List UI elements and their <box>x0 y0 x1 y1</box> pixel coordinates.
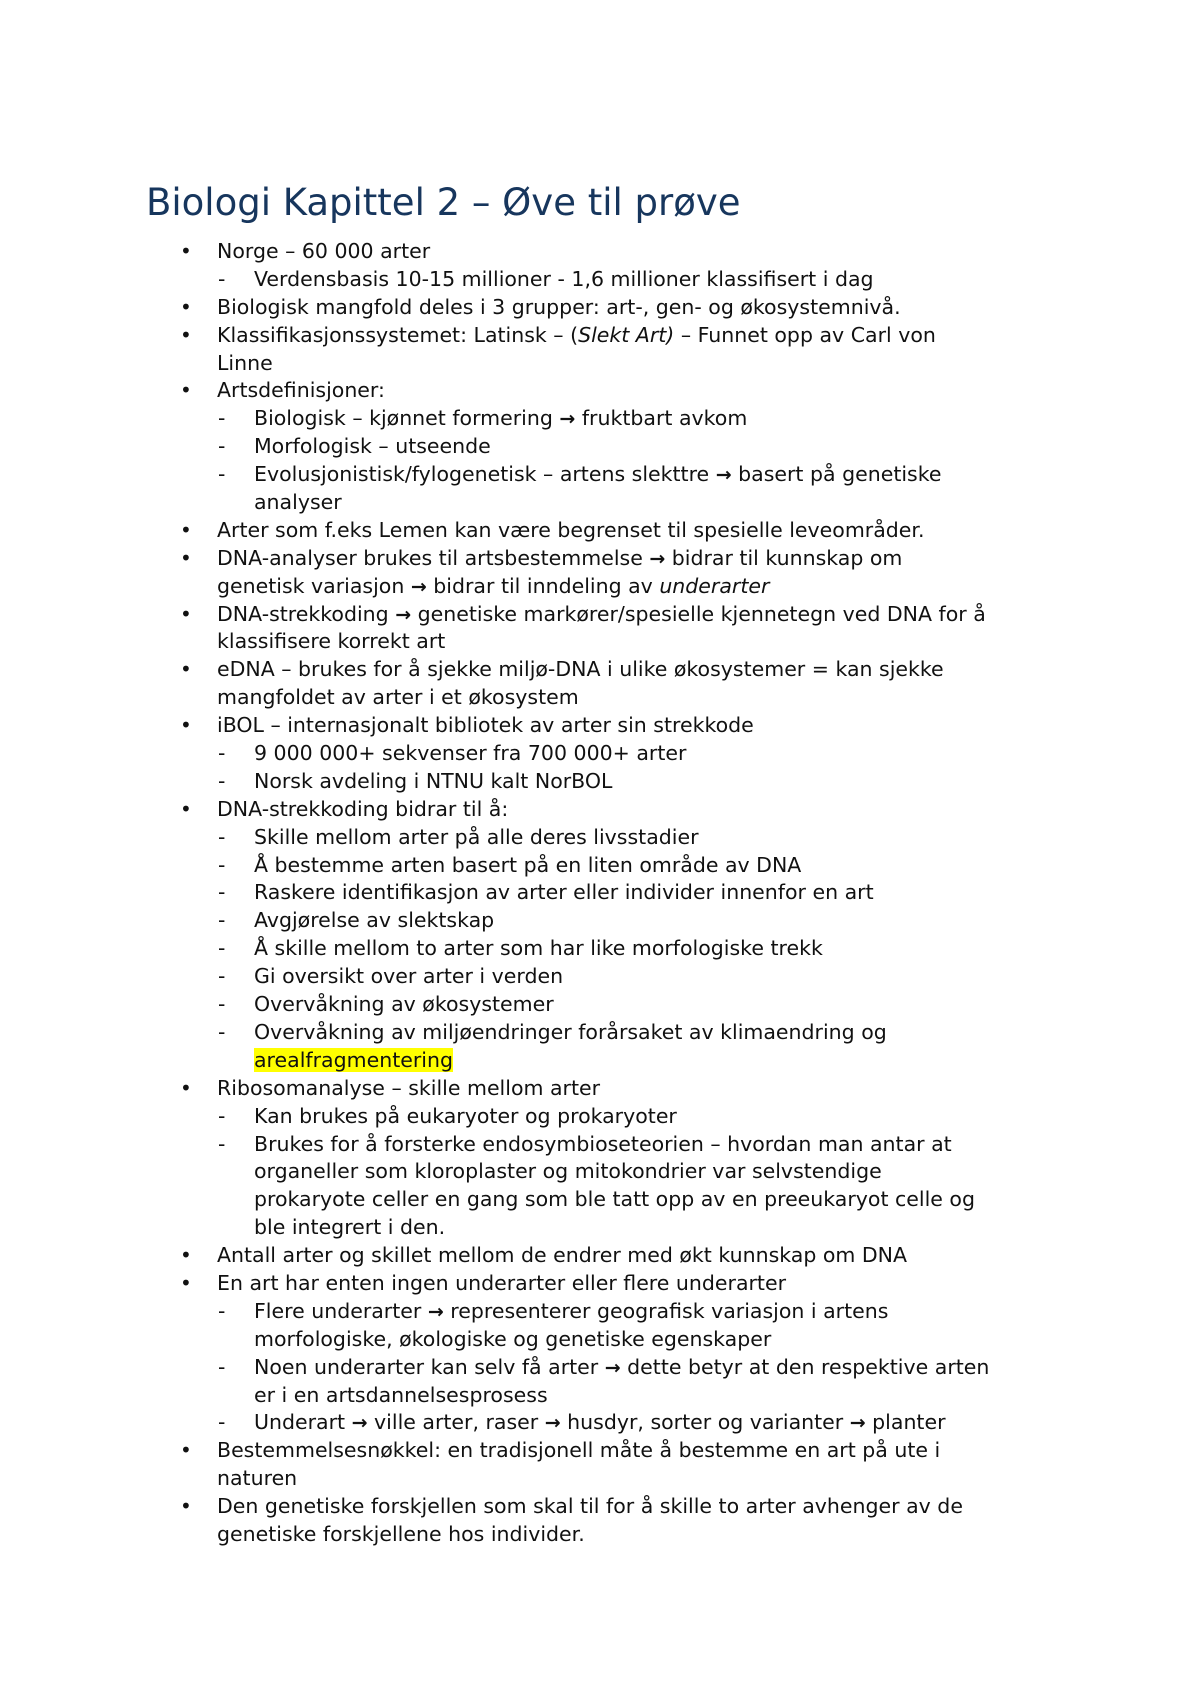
text-segment: bidrar til kunnskap om <box>665 545 903 570</box>
dash-marker: - <box>218 434 226 459</box>
dash-marker: - <box>218 1131 226 1156</box>
continuation-line <box>0 684 1200 712</box>
text-segment: Biologisk mangfold deles i 3 grupper: art-, gen- og økosystemnivå. <box>217 294 901 319</box>
text-segment: fruktbart avkom <box>575 406 748 431</box>
text-segment: 9 000 000+ sekvenser fra 700 000+ arter <box>254 741 687 766</box>
text-segment: organeller som kloroplaster og mitokondrier var selvstendige <box>254 1159 882 1184</box>
arrow-right-icon: → <box>427 1300 444 1323</box>
item-text <box>254 1354 989 1383</box>
item-text <box>217 1437 940 1465</box>
item-text <box>217 322 936 350</box>
bullet-marker: • <box>180 378 192 403</box>
item-text <box>254 879 874 907</box>
text-segment: eDNA – brukes for å sjekke miljø-DNA i ulike økosystemer = kan sjekke <box>217 657 944 682</box>
dash-marker: - <box>218 880 226 905</box>
item-text <box>254 907 494 935</box>
arrow-right-icon: → <box>715 464 732 487</box>
bullet-item <box>0 1493 1200 1521</box>
item-text <box>217 294 901 322</box>
dash-marker: - <box>218 1298 226 1323</box>
text-segment: DNA-strekkoding bidrar til å: <box>217 796 509 821</box>
text-segment: Gi oversikt over arter i verden <box>254 964 564 989</box>
item-text <box>254 1047 453 1075</box>
bullet-item <box>0 238 1200 266</box>
text-segment: DNA-strekkoding <box>217 601 396 626</box>
bullet-item <box>0 712 1200 740</box>
text-segment: Arter som f.eks Lemen kan være begrenset til spesielle leveområder. <box>217 517 925 542</box>
continuation-line <box>0 573 1200 601</box>
bullet-marker: • <box>180 517 192 542</box>
text-segment: Norge – 60 000 arter <box>217 239 431 263</box>
sub-item <box>0 1298 1200 1326</box>
item-text <box>217 1075 600 1103</box>
continuation-line <box>0 1186 1200 1214</box>
text-segment: Å skille mellom to arter som har like morfologiske trekk <box>254 936 823 961</box>
page-title: Biologi Kapittel 2 – Øve til prøve <box>146 181 741 224</box>
bullet-marker: • <box>180 601 192 626</box>
continuation-line <box>0 1214 1200 1242</box>
bullet-marker: • <box>180 1438 192 1463</box>
item-text <box>217 1270 786 1298</box>
item-text <box>254 489 342 517</box>
sub-item <box>0 907 1200 935</box>
item-text <box>254 1409 946 1438</box>
dash-marker: - <box>218 1354 226 1379</box>
item-text <box>254 1019 887 1047</box>
text-segment: bidrar til inndeling av <box>426 573 660 598</box>
dash-marker: - <box>218 852 226 877</box>
bullet-item <box>0 1437 1200 1465</box>
bullet-item <box>0 1075 1200 1103</box>
text-segment: Kan brukes på eukaryoter og prokaryoter <box>254 1103 677 1128</box>
item-text <box>254 852 801 880</box>
sub-item <box>0 1103 1200 1131</box>
dash-marker: - <box>218 462 226 487</box>
sub-item <box>0 768 1200 796</box>
bullet-marker: • <box>180 657 192 682</box>
dash-marker: - <box>218 908 226 933</box>
arrow-right-icon: → <box>410 575 427 598</box>
item-text <box>254 1158 882 1186</box>
bullet-marker: • <box>180 713 192 738</box>
item-text <box>217 712 754 740</box>
sub-item <box>0 879 1200 907</box>
continuation-line <box>0 1465 1200 1493</box>
continuation-line <box>0 1158 1200 1186</box>
dash-marker: - <box>218 824 226 849</box>
dash-marker: - <box>218 741 226 766</box>
item-text <box>254 824 699 852</box>
item-text <box>254 433 491 461</box>
bullet-marker: • <box>180 796 192 821</box>
bullet-item <box>0 1270 1200 1298</box>
sub-item <box>0 963 1200 991</box>
bullet-marker: • <box>180 239 192 263</box>
text-segment: Underart <box>254 1410 352 1435</box>
italic-text: Slekt Art) <box>578 322 675 347</box>
text-segment: er i en artsdannelsesprosess <box>254 1382 548 1407</box>
text-segment: Antall arter og skillet mellom de endrer med økt kunnskap om DNA <box>217 1243 908 1268</box>
item-text <box>217 517 924 545</box>
item-text <box>254 1103 677 1131</box>
text-segment: husdyr, sorter og varianter <box>560 1410 850 1435</box>
dash-marker: - <box>218 768 226 793</box>
bullet-item <box>0 545 1200 573</box>
text-segment: Overvåkning av miljøendringer forårsaket av klimaendring og <box>254 1019 887 1044</box>
item-text <box>217 656 944 684</box>
item-text <box>217 1521 585 1549</box>
bullet-item <box>0 601 1200 629</box>
sub-item <box>0 1409 1200 1437</box>
continuation-line <box>0 1047 1200 1075</box>
text-segment: ville arter, raser <box>367 1410 545 1435</box>
sub-item <box>0 461 1200 489</box>
text-segment: naturen <box>217 1466 298 1491</box>
arrow-right-icon: → <box>395 603 412 626</box>
dash-marker: - <box>218 1410 226 1435</box>
sub-item <box>0 824 1200 852</box>
sub-item <box>0 852 1200 880</box>
text-segment: En art har enten ingen underarter eller flere underarter <box>217 1270 787 1295</box>
arrow-right-icon: → <box>849 1412 866 1435</box>
dash-marker: - <box>218 1103 226 1128</box>
bullet-item <box>0 294 1200 322</box>
dash-marker: - <box>218 406 226 431</box>
dash-marker: - <box>218 1019 226 1044</box>
continuation-line <box>0 628 1200 656</box>
text-segment: klassifisere korrekt art <box>217 629 446 654</box>
text-segment: planter <box>865 1410 946 1435</box>
sub-item <box>0 1354 1200 1382</box>
text-segment: Evolusjonistisk/fylogenetisk – artens slekttre <box>254 462 716 487</box>
sub-item <box>0 935 1200 963</box>
item-text <box>254 1186 975 1214</box>
continuation-line <box>0 1326 1200 1354</box>
text-segment: ble integrert i den. <box>254 1215 446 1240</box>
sub-item <box>0 266 1200 294</box>
bullet-marker: • <box>180 1075 192 1100</box>
item-text <box>217 238 430 266</box>
item-text <box>217 350 273 378</box>
text-segment: mangfoldet av arter i et økosystem <box>217 685 579 710</box>
bullet-marker: • <box>180 1270 192 1295</box>
text-segment: Overvåkning av økosystemer <box>254 992 554 1017</box>
text-segment: basert på genetiske <box>731 462 942 487</box>
item-text <box>254 935 823 963</box>
dash-marker: - <box>218 992 226 1017</box>
text-segment: analyser <box>254 490 342 515</box>
text-segment: Klassifikasjonssystemet: Latinsk – ( <box>217 322 579 347</box>
sub-item <box>0 405 1200 433</box>
item-text <box>254 461 941 490</box>
text-segment: Brukes for å forsterke endosymbioseteorien – hvordan man antar at <box>254 1131 952 1156</box>
notes-list <box>0 238 1200 1549</box>
text-segment: morfologiske, økologiske og genetiske egenskaper <box>254 1326 772 1351</box>
text-segment: Ribosomanalyse – skille mellom arter <box>217 1075 601 1100</box>
bullet-item <box>0 517 1200 545</box>
sub-item <box>0 433 1200 461</box>
text-segment: Avgjørelse av slektskap <box>254 908 495 933</box>
arrow-right-icon: → <box>351 1412 368 1435</box>
item-text <box>254 768 612 796</box>
text-segment: Artsdefinisjoner: <box>217 378 385 403</box>
text-segment: Linne <box>217 350 273 375</box>
italic-text: underarter <box>659 573 770 598</box>
text-segment: dette betyr at den respektive arten <box>620 1354 990 1379</box>
text-segment: genetiske markører/spesielle kjennetegn ved DNA for å <box>411 601 986 626</box>
item-text <box>217 377 385 405</box>
bullet-item <box>0 796 1200 824</box>
item-text <box>254 1326 771 1354</box>
text-segment: genetiske forskjellene hos individer. <box>217 1521 585 1546</box>
sub-item <box>0 1019 1200 1047</box>
text-segment: iBOL – internasjonalt bibliotek av arter sin strekkode <box>217 713 754 738</box>
item-text <box>217 796 508 824</box>
sub-item <box>0 991 1200 1019</box>
item-text <box>217 573 769 602</box>
continuation-line <box>0 489 1200 517</box>
text-segment: representerer geografisk variasjon i artens <box>443 1298 889 1323</box>
bullet-item <box>0 656 1200 684</box>
dash-marker: - <box>218 964 226 989</box>
bullet-item <box>0 377 1200 405</box>
text-segment: Noen underarter kan selv få arter <box>254 1354 605 1379</box>
bullet-marker: • <box>180 1243 192 1268</box>
item-text <box>217 1493 963 1521</box>
item-text <box>254 1214 445 1242</box>
text-segment: genetisk variasjon <box>217 573 411 598</box>
text-segment: Bestemmelsesnøkkel: en tradisjonell måte å bestemme en art på ute i <box>217 1438 941 1463</box>
item-text <box>217 1242 907 1270</box>
bullet-item <box>0 1242 1200 1270</box>
item-text <box>254 266 874 294</box>
arrow-right-icon: → <box>604 1356 621 1379</box>
continuation-line <box>0 350 1200 378</box>
bullet-marker: • <box>180 545 192 570</box>
text-segment: DNA-analyser brukes til artsbestemmelse <box>217 545 650 570</box>
item-text <box>217 601 986 630</box>
item-text <box>217 1465 297 1493</box>
item-text <box>254 1131 952 1159</box>
arrow-right-icon: → <box>559 408 576 431</box>
bullet-item <box>0 322 1200 350</box>
sub-item <box>0 1131 1200 1159</box>
text-segment: Å bestemme arten basert på en liten område av DNA <box>254 852 802 877</box>
bullet-marker: • <box>180 322 192 347</box>
text-segment: Norsk avdeling i NTNU kalt NorBOL <box>254 768 613 793</box>
bullet-marker: • <box>180 294 192 319</box>
continuation-line <box>0 1521 1200 1549</box>
text-segment: Morfologisk – utseende <box>254 434 491 459</box>
item-text <box>254 405 747 434</box>
dash-marker: - <box>218 936 226 961</box>
item-text <box>217 628 445 656</box>
text-segment: – Funnet opp av Carl von <box>674 322 936 347</box>
text-segment: prokaryote celler en gang som ble tatt opp av en preeukaryot celle og <box>254 1187 975 1212</box>
text-segment: Raskere identifikasjon av arter eller individer innenfor en art <box>254 880 874 905</box>
continuation-line <box>0 1382 1200 1410</box>
item-text <box>254 991 554 1019</box>
highlighted-text: arealfragmentering <box>254 1047 453 1072</box>
item-text <box>254 963 563 991</box>
item-text <box>217 684 579 712</box>
text-segment: Den genetiske forskjellen som skal til for å skille to arter avhenger av de <box>217 1494 963 1519</box>
item-text <box>254 1382 548 1410</box>
dash-marker: - <box>218 266 226 291</box>
sub-item <box>0 740 1200 768</box>
text-segment: Flere underarter <box>254 1298 428 1323</box>
text-segment: Skille mellom arter på alle deres livsstadier <box>254 824 699 849</box>
arrow-right-icon: → <box>649 547 666 570</box>
item-text <box>254 1298 888 1327</box>
item-text <box>217 545 902 574</box>
text-segment: Biologisk – kjønnet formering <box>254 406 560 431</box>
text-segment: Verdensbasis 10-15 millioner - 1,6 millioner klassifisert i dag <box>254 266 874 291</box>
bullet-marker: • <box>180 1494 192 1519</box>
arrow-right-icon: → <box>544 1412 561 1435</box>
item-text <box>254 740 686 768</box>
